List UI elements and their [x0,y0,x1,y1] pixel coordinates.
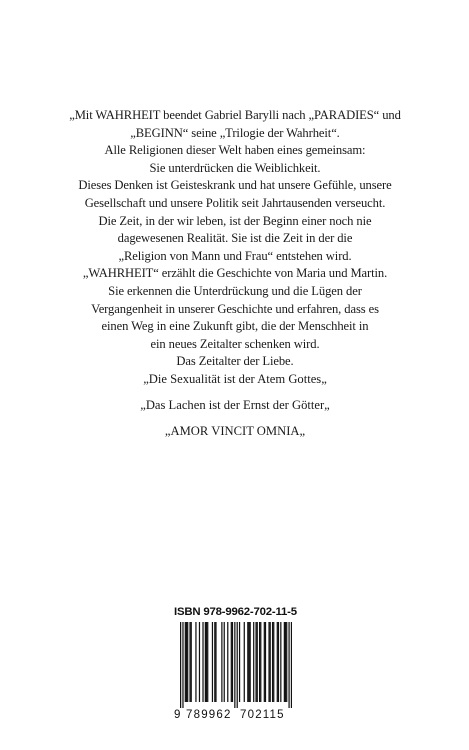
barcode-bar [214,622,215,702]
isbn-label: ISBN 978-9962-702-11-5 [174,606,297,618]
quote: „Die Sexualität ist der Atem Gottes„ [143,372,327,386]
barcode-bar [259,622,260,702]
barcode-bar [207,622,208,702]
barcode-bar [187,622,188,702]
barcode-guard-bar [180,622,181,708]
barcode-bar [189,622,190,702]
barcode-bar [268,622,269,702]
barcode-bar [221,622,222,702]
barcode-bar [227,622,228,702]
barcode-guard-bar [237,622,238,708]
barcode-guard-bar [234,622,235,708]
barcode-bar [285,622,286,702]
blurb-line: dagewesenen Realität. Sie ist die Zeit in der die [117,231,353,246]
barcode-bar [231,622,232,702]
barcode-bar [202,622,203,702]
barcode-guard-bar [291,622,292,708]
barcode-bar [278,622,279,702]
barcode-bar [248,622,249,702]
barcode-bar [257,622,258,702]
barcode-bar [260,622,261,702]
barcode-bar [232,622,233,702]
barcode-digit-lead: 9 [174,709,181,721]
barcode-bar [265,622,266,702]
barcode-bar [205,622,206,702]
barcode-digits [174,709,296,723]
barcode-bar [280,622,281,702]
barcode-bar [212,622,213,702]
blurb-line: „Religion von Mann und Frau“ entstehen wird. [118,248,352,263]
isbn-barcode [174,606,296,724]
barcode-bar [224,622,225,702]
barcode-bar [286,622,287,702]
barcode-bar [195,622,196,702]
blurb-line: Die Zeit, in der wir leben, ist der Beginn einer noch nie [98,213,372,228]
barcode-guard-bar [288,622,289,708]
blurb-line: Das Zeitalter der Liebe. [176,354,294,369]
blurb-text [60,107,410,371]
barcode-bar [255,622,256,702]
barcode-guard-bar [182,622,183,708]
barcode-bar [284,622,285,702]
quotes-block [60,371,410,440]
blurb-line: ein neues Zeitalter schenken wird. [150,336,320,351]
blurb-line: „Mit WAHRHEIT beendet Gabriel Barylli nach „PARADIES“ und [69,108,401,122]
blurb-line: Sie erkennen die Unterdrückung und die Lügen der [108,283,362,298]
blurb-line: einen Weg in eine Zukunft gibt, die der Menschheit in [101,319,369,334]
barcode-bar [250,622,251,702]
blurb-line: Gesellschaft und unsere Politik seit Jahrtausenden verseucht. [84,195,386,210]
barcode-digits-left: 789962 [186,709,232,721]
blurb-line: Vergangenheit in unserer Geschichte und erfahren, dass es [91,301,379,316]
barcode-bars [180,622,292,708]
barcode-bar [272,622,273,702]
barcode-bar [186,622,187,702]
blurb-line: Dieses Denken ist Geisteskrank und hat unsere Gefühle, unsere [78,178,392,193]
barcode-bar [270,622,271,702]
barcode-bar [253,622,254,702]
blurb-line: „BEGINN“ seine „Trilogie der Wahrheit“. [130,125,340,140]
blurb-line: „WAHRHEIT“ erzählt die Geschichte von Maria und Martin. [82,266,388,281]
quote: „AMOR VINCIT OMNIA„ [164,424,306,438]
barcode-bar [206,622,207,702]
barcode-bar [273,622,274,702]
barcode-bar [185,622,186,702]
barcode-bar [191,622,192,702]
barcode-bar [199,622,200,702]
barcode-bar [215,622,216,702]
blurb-line: Sie unterdrücken die Weiblichkeit. [149,160,321,175]
barcode-bar [264,622,265,702]
barcode-bar [239,622,240,702]
barcode-bar [244,622,245,702]
barcode-digits-right: 702115 [240,709,285,721]
blurb-line: Alle Religionen dieser Welt haben eines gemeinsam: [104,143,366,158]
barcode-bar [277,622,278,702]
barcode-bar [247,622,248,702]
quote: „Das Lachen ist der Ernst der Götter„ [140,398,330,412]
